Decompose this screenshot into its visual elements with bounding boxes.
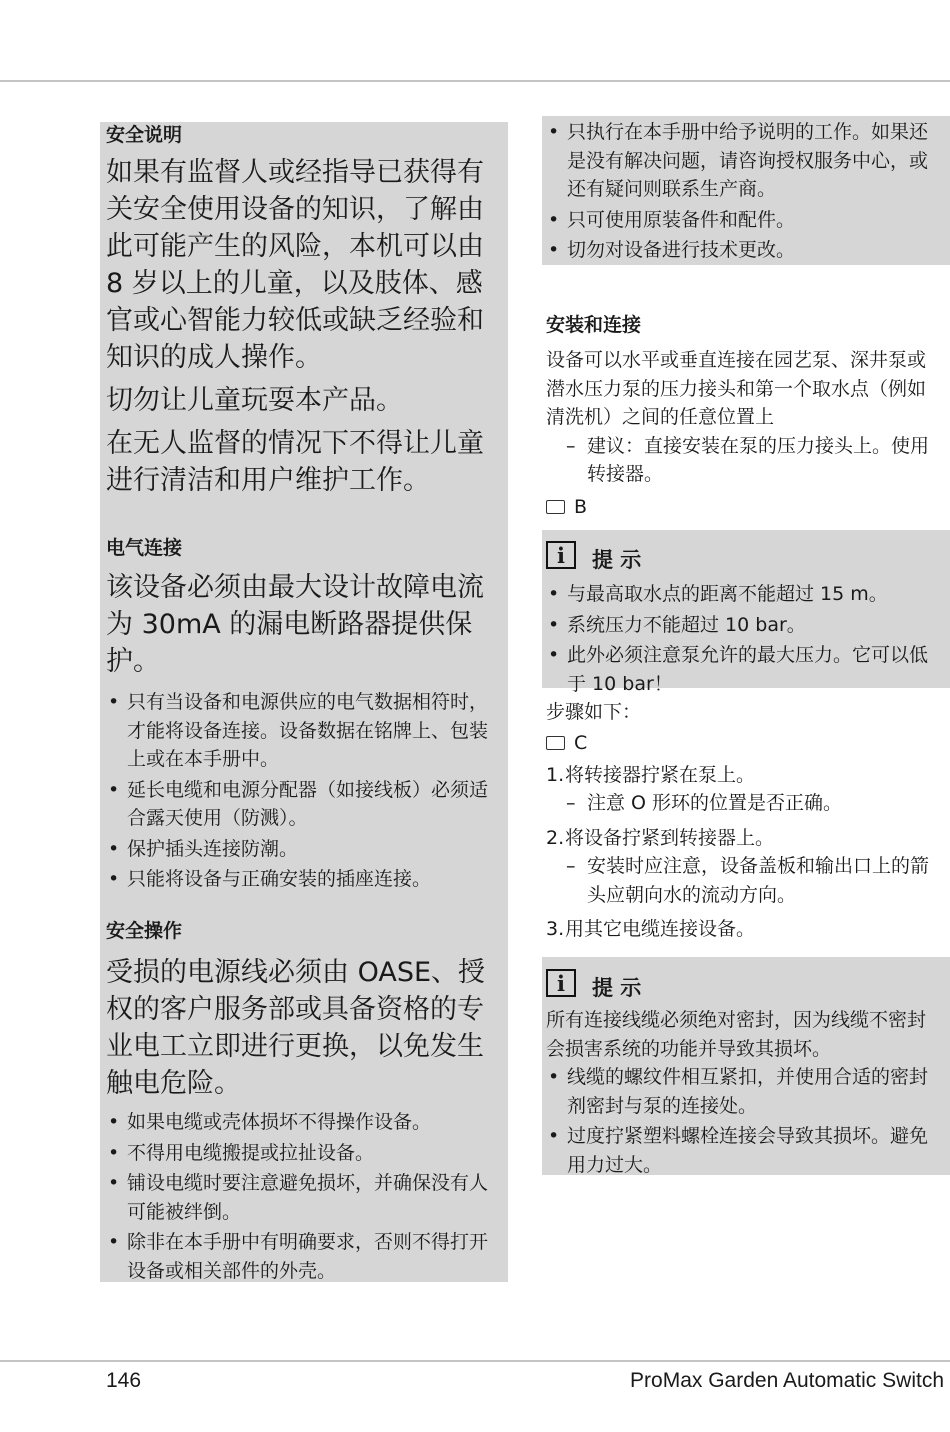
step-number: 2. xyxy=(546,826,565,849)
info-icon: i xyxy=(546,541,576,569)
right-top-bullets xyxy=(546,118,942,267)
product-name: ProMax Garden Automatic Switch xyxy=(630,1369,944,1392)
step-text: 将设备拧紧到转接器上。 xyxy=(565,826,775,849)
figure-reference-label: C xyxy=(574,731,588,754)
list-item: • 只执行在本手册中给予说明的工作。如果还是没有解决问题，请咨询授权服务中心，或还有疑问则联系生产商。 xyxy=(546,118,942,204)
list-item: • 除非在本手册中有明确要求，否则不得打开设备或相关部件的外壳。 xyxy=(106,1228,504,1285)
safety-notes-paragraph-1: 如果有监督人或经指导已获得有关安全使用设备的知识，了解由此可能产生的风险，本机可以由 8 岁以上的儿童，以及肢体、感官或心智能力较低或缺乏经验和知识的成人操作。 xyxy=(106,157,484,373)
hint1-bullets xyxy=(546,580,942,698)
list-item: • 只能将设备与正确安装的插座连接。 xyxy=(106,865,504,894)
info-icon: i xyxy=(546,969,576,997)
list-item: • 不得用电缆搬提或拉扯设备。 xyxy=(106,1139,504,1168)
hint1-box xyxy=(546,536,942,700)
step-number: 3. xyxy=(546,918,565,940)
list-item: • 线缆的螺纹件相互紧扣，并使用合适的密封剂密封与泵的连接处。 xyxy=(546,1063,942,1120)
list-item: • 只有当设备和电源供应的电气数据相符时，才能将设备连接。设备数据在铭牌上、包装上或在本手册中。 xyxy=(106,688,504,774)
step-number: 1. xyxy=(546,763,565,786)
list-item: • 铺设电缆时要注意避免损坏，并确保没有人可能被绊倒。 xyxy=(106,1169,504,1226)
figure-box-icon xyxy=(546,500,565,514)
list-item: • 过度拧紧塑料螺栓连接会导致其损坏。避免用力过大。 xyxy=(546,1122,942,1179)
hint2-header xyxy=(546,964,942,1002)
list-item: • 切勿对设备进行技术更改。 xyxy=(546,236,942,265)
procedure-step-1-note: – 注意 O 形环的位置是否正确。 xyxy=(546,789,942,818)
list-item: • 只可使用原装备件和配件。 xyxy=(546,206,942,235)
figure-reference-b xyxy=(546,493,942,521)
figure-reference-c xyxy=(546,729,942,757)
electrical-paragraph: 该设备必须由最大设计故障电流为 30mA 的漏电断路器提供保护。 xyxy=(106,572,484,677)
list-item: • 系统压力不能超过 10 bar。 xyxy=(546,611,942,640)
electrical-section xyxy=(106,535,504,896)
bottom-rule xyxy=(0,1360,950,1362)
top-rule xyxy=(0,80,950,82)
safety-notes-paragraph-3: 在无人监督的情况下不得让儿童进行清洁和用户维护工作。 xyxy=(106,428,484,496)
install-recommendation: – 建议：直接安装在泵的压力接头上。使用转接器。 xyxy=(546,432,942,489)
procedure-step-3 xyxy=(546,915,942,944)
procedure-section xyxy=(546,698,942,944)
list-item: • 此外必须注意泵允许的最大压力。它可以低于 10 bar！ xyxy=(546,641,942,698)
safe-operation-bullets xyxy=(106,1108,504,1285)
safe-operation-heading: 安全操作 xyxy=(106,920,183,942)
safe-operation-paragraph: 受损的电源线必须由 OASE、授权的客户服务部或具备资格的专业电工立即进行更换，以免发生触电危险。 xyxy=(106,957,486,1099)
hint2-paragraph: 所有连接线缆必须绝对密封，因为线缆不密封会损害系统的功能并导致其损坏。 xyxy=(546,1009,927,1060)
list-item: • 如果电缆或壳体损坏不得操作设备。 xyxy=(106,1108,504,1137)
procedure-step-2 xyxy=(546,824,942,853)
figure-box-icon xyxy=(546,736,565,750)
page-number: 146 xyxy=(106,1369,142,1392)
install-paragraph: 设备可以水平或垂直连接在园艺泵、深井泵或潜水压力泵的压力接头和第一个取水点（例如清洗机）之间的任意位置上 xyxy=(546,349,927,428)
top-bullet-list xyxy=(546,118,942,265)
electrical-bullets xyxy=(106,688,504,894)
hint1-header xyxy=(546,536,942,574)
hint2-bullets xyxy=(546,1063,942,1179)
hint2-box xyxy=(546,964,942,1181)
safe-operation-section xyxy=(106,918,504,1287)
step-text: 将转接器拧紧在泵上。 xyxy=(565,763,756,786)
list-item: • 延长电缆和电源分配器（如接线板）必须适合露天使用（防溅）。 xyxy=(106,776,504,833)
figure-reference-label: B xyxy=(574,495,588,518)
safety-notes-paragraph-2: 切勿让儿童玩耍本产品。 xyxy=(106,385,403,416)
install-heading: 安装和连接 xyxy=(546,314,642,336)
hint1-title: 提 示 xyxy=(592,548,642,572)
safety-notes-section xyxy=(106,122,504,499)
procedure-step-1 xyxy=(546,761,942,790)
procedure-step-2-note: – 安装时应注意，设备盖板和输出口上的箭头应朝向水的流动方向。 xyxy=(546,852,942,909)
list-item: • 与最高取水点的距离不能超过 15 m。 xyxy=(546,580,942,609)
electrical-heading: 电气连接 xyxy=(106,537,183,559)
step-text: 用其它电缆连接设备。 xyxy=(565,918,756,940)
install-section xyxy=(546,312,942,521)
procedure-intro: 步骤如下： xyxy=(546,701,642,723)
safety-notes-heading: 安全说明 xyxy=(106,124,183,146)
list-item: • 保护插头连接防潮。 xyxy=(106,835,504,864)
hint2-title: 提 示 xyxy=(592,976,642,1000)
